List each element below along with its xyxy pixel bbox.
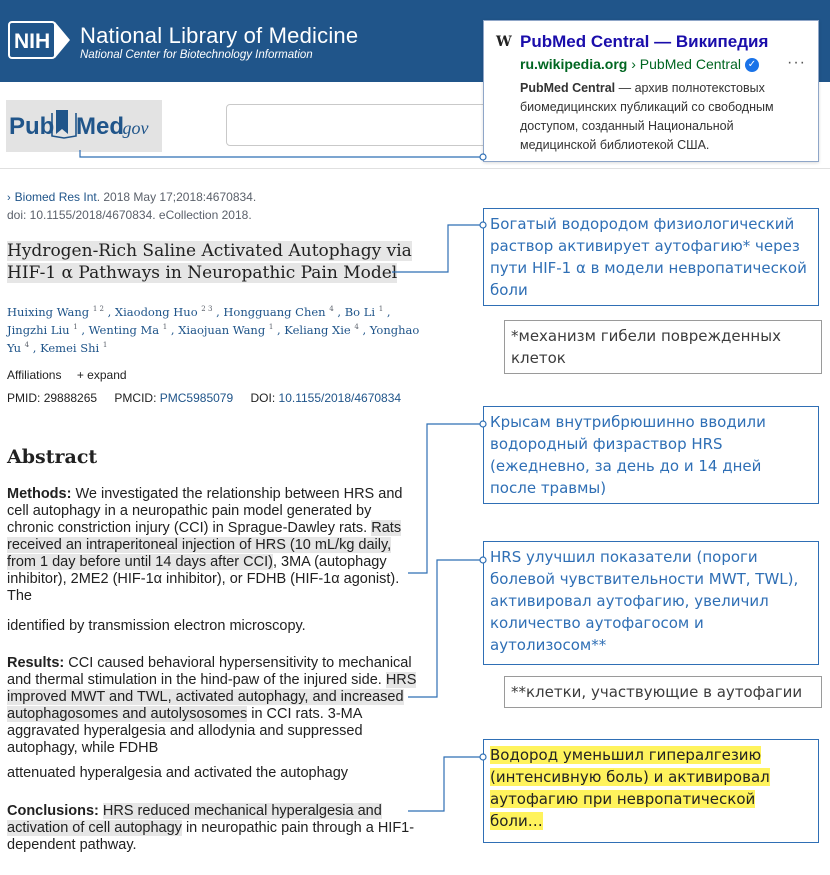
pmcid-label: PMCID:: [114, 391, 157, 405]
pmcid-link[interactable]: PMC5985079: [159, 391, 234, 405]
author-link[interactable]: Yonghao Yu: [7, 322, 420, 355]
methods-text: We investigated the relationship between HRS and cell autophagy in a neuropathic pain model generated by chronic constriction injury (CCI) in Sprague-Dawley rats.: [7, 486, 403, 536]
verified-check-icon: ✓: [745, 58, 759, 72]
more-options-icon[interactable]: ···: [787, 54, 806, 71]
author-link[interactable]: Hongguang Chen: [223, 304, 326, 319]
site-subtitle: National Center for Biotechnology Information: [80, 49, 313, 61]
svg-text:Med: Med: [76, 113, 124, 140]
author-link[interactable]: Xiaojuan Wang: [178, 322, 266, 337]
author-affiliation-sup[interactable]: 1: [102, 340, 108, 349]
doi-line: doi: 10.1155/2018/4670834. eCollection 2018.: [7, 208, 252, 222]
authors-list: Huixing Wang $^{1 2}$ , Xiaodong Huo $^{2 3}$ , Hongguang Chen $^4$ , Bo Li $^1$ , Jingzhi Liu $^1$ , Wenting Ma $^1$ , Xiaojuan Wang $^1$ , Keliang Xie $^4$ , Yonghao Yu $^4$ , Kemei Shi $^1$: [7, 304, 420, 355]
author-link[interactable]: Keliang Xie: [284, 322, 351, 337]
methods-label: Methods:: [7, 486, 72, 502]
search-box[interactable]: [226, 104, 496, 146]
search-input[interactable]: [227, 105, 495, 145]
author-affiliation-sup[interactable]: 4: [329, 305, 334, 313]
site-title[interactable]: National Library of Medicine: [80, 23, 359, 48]
doi-link[interactable]: 10.1155/2018/4670834: [278, 391, 402, 405]
affiliations-label: Affiliations: [7, 368, 62, 382]
methods-cut-line: identified by transmission electron microscopy.: [7, 618, 306, 634]
author-link[interactable]: Huixing Wang: [7, 304, 90, 319]
wikipedia-snippet: [520, 79, 810, 155]
svg-text:Pub: Pub: [9, 113, 55, 140]
wikipedia-title[interactable]: PubMed Central — Википедия: [520, 32, 769, 51]
author-affiliation-sup[interactable]: 4: [354, 322, 359, 331]
identifiers-row: [7, 391, 401, 405]
abstract-results: [7, 655, 422, 757]
journal-citation-rest: . 2018 May 17;2018:4670834.: [96, 190, 257, 204]
bookmark-icon: [52, 110, 76, 138]
wikipedia-path: › PubMed Central: [627, 56, 741, 72]
author-link[interactable]: Xiaodong Huo: [114, 304, 198, 319]
results-text: CCI caused behavioral hypersensitivity to mechanical and thermal stimulation in the hind-paw of the injured side.: [7, 655, 412, 688]
author-affiliation-sup[interactable]: 2 3: [201, 305, 213, 313]
conclusions-highlight: HRS reduced mechanical hyperalgesia and activation of cell autophagy: [7, 803, 382, 836]
annotation-note-2: **клетки, участвующие в аутофагии: [504, 676, 822, 708]
author-link[interactable]: Jingzhi Liu: [7, 322, 70, 337]
abstract-conclusions: [7, 803, 422, 854]
author-link[interactable]: Kemei Shi: [40, 340, 100, 355]
wikipedia-card[interactable]: [483, 20, 819, 162]
header-divider: [0, 168, 830, 169]
article-title: [7, 240, 427, 284]
author-affiliation-sup[interactable]: 4: [24, 340, 30, 349]
annotation-conclusion-text: Водород уменьшил гипералгезию (интенсивную боль) и активировал аутофагию при невропатической боли…: [490, 746, 770, 830]
pmid-label: PMID:: [7, 391, 41, 405]
abstract-methods: [7, 486, 422, 610]
annotation-note-1: *механизм гибели поврежденных клеток: [504, 320, 822, 374]
abstract-heading: Abstract: [7, 446, 98, 468]
nih-logo[interactable]: [8, 21, 72, 59]
results-text-cont: in CCI rats. 3-MA aggravated hyperalgesia and allodynia and suppressed autophagy, while FDHB: [7, 706, 363, 756]
expand-button[interactable]: + expand: [76, 368, 127, 382]
article-title-line1: Hydrogen-Rich Saline Activated Autophagy via: [7, 241, 412, 261]
snippet-text: — архив полнотекстовых биомедицинских публикаций со свободным доступом, созданный Национальной медицинской библиотекой США.: [520, 81, 774, 152]
pubmed-logo[interactable]: [6, 100, 162, 152]
chevron-right-icon: ›: [7, 192, 11, 204]
methods-highlight: Rats received an intraperitoneal injection of HRS (10 mL/kg daily, from 1 day before until 14 days after CCI): [7, 520, 402, 570]
author-affiliation-sup[interactable]: 1: [378, 305, 384, 313]
journal-link[interactable]: Biomed Res Int: [14, 190, 97, 204]
results-cut-line: attenuated hyperalgesia and activated the autophagy: [7, 765, 349, 781]
author-link[interactable]: Bo Li: [344, 304, 376, 319]
methods-text-cont: , 3MA (autophagy inhibitor), 2ME2 (HIF-1α inhibitor), or FDHB (HIF-1α agonist). The: [7, 554, 400, 604]
wikipedia-url[interactable]: [520, 56, 759, 72]
affiliations-row: [7, 368, 127, 382]
snippet-bold: PubMed Central: [520, 81, 616, 95]
annotation-methods-translation: Крысам внутрибрюшинно вводили водородный физраствор HRS (ежедневно, за день до и 14 дней после травмы): [483, 406, 819, 504]
article-title-line2: HIF-1 α Pathways in Neuropathic Pain Model: [7, 263, 398, 283]
author-affiliation-sup[interactable]: 1 2: [92, 305, 104, 313]
conclusions-text-cont: in neuropathic pain through a HIF1-dependent pathway.: [7, 820, 415, 853]
pmid-value: 29888265: [43, 391, 98, 405]
annotation-title-translation: Богатый водородом физиологический раствор активирует аутофагию* через пути HIF-1 α в модели невропатической боли: [483, 208, 819, 306]
wikipedia-icon: W: [496, 34, 512, 50]
annotation-conclusion-translation: [483, 739, 819, 843]
results-label: Results:: [7, 655, 65, 671]
conclusions-label: Conclusions:: [7, 803, 99, 819]
author-affiliation-sup[interactable]: 1: [73, 322, 78, 331]
doi-label: DOI:: [250, 391, 276, 405]
wikipedia-domain: ru.wikipedia.org: [520, 56, 628, 72]
svg-text:.gov: .gov: [118, 118, 149, 138]
author-link[interactable]: Wenting Ma: [88, 322, 160, 337]
annotation-results-translation: HRS улучшил показатели (пороги болевой чувствительности MWT, TWL), активировал аутофагию, увеличил количество аутофагосом и аутолизосом**: [483, 541, 819, 665]
author-affiliation-sup[interactable]: 1: [268, 322, 274, 331]
journal-citation: [7, 190, 256, 204]
svg-text:NIH: NIH: [14, 30, 51, 53]
results-highlight: HRS improved MWT and TWL, activated autophagy, and increased autophagosomes and autolysosomes: [7, 672, 417, 722]
author-affiliation-sup[interactable]: 1: [162, 322, 168, 331]
